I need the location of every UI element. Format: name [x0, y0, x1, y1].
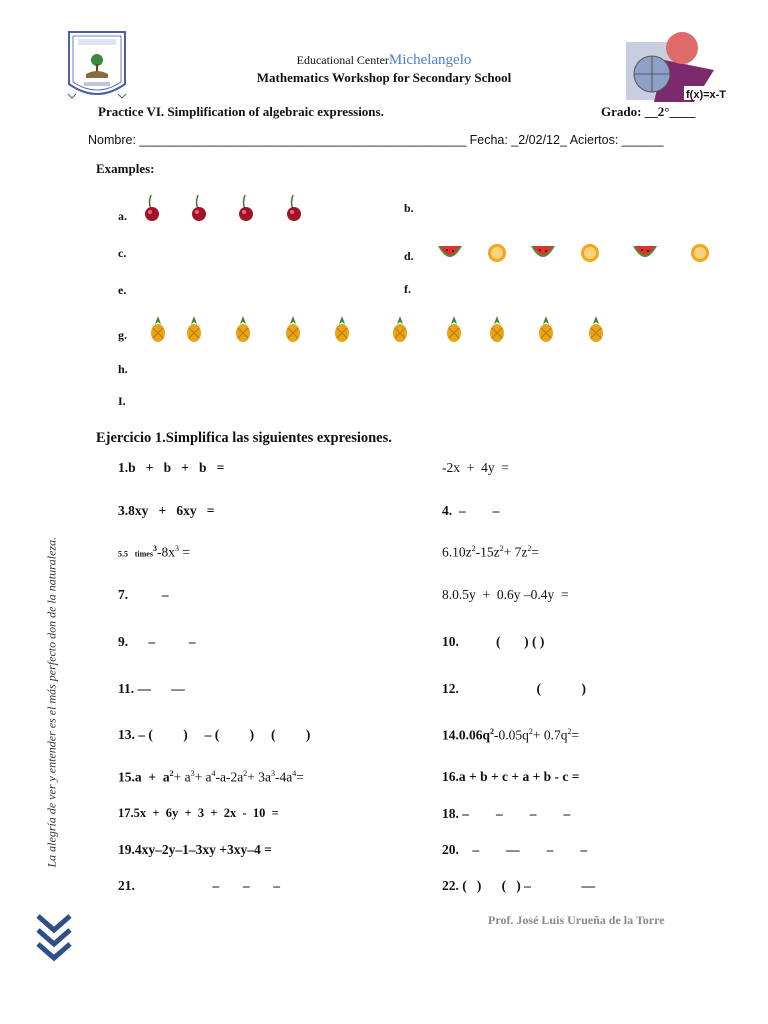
exercise-item-6	[442, 544, 539, 561]
exercise-item-4: 4. – –	[442, 503, 500, 518]
item-14-exp-a: 2	[490, 727, 495, 736]
center-prefix: Educational Center	[296, 53, 389, 67]
exercise-item-21: 21. – – –	[118, 878, 280, 893]
student-info-line[interactable]: Nombre: _______________________________________________ Fecha: _2/02/12_ Aciertos: ______	[88, 133, 664, 147]
item-14-exp-c: 2	[567, 727, 572, 736]
side-quote: La alegría de ver y entender es el más perfecto don de la naturaleza.	[44, 536, 59, 868]
teacher-credit: Prof. José Luis Urueña de la Torre	[488, 913, 665, 927]
item-15-f: -4a	[275, 769, 293, 785]
chevron-down-icon	[36, 912, 72, 962]
math-globe-icon	[624, 30, 727, 102]
pineapple-icon	[445, 316, 463, 342]
item-5-times: times	[134, 549, 153, 559]
grado-field[interactable]: Grado: __2°____	[601, 104, 696, 119]
example-label-i: I.	[118, 394, 126, 408]
item-14-c: + 0.7q	[532, 727, 568, 743]
item-6-exp-b: 2	[499, 544, 504, 553]
exercise-item-7: 7. –	[118, 587, 169, 602]
pineapple-icon	[149, 316, 167, 342]
exercise-item-10: 10. ( ) ( )	[442, 634, 545, 649]
item-5-exp2: 3	[174, 544, 179, 553]
exercise-item-12: 12. ( )	[442, 681, 586, 696]
exercise-item-13: 13. – ( ) – ( ) ( )	[118, 727, 311, 742]
watermelon-icon	[530, 242, 556, 262]
cherry-icon	[189, 193, 209, 221]
pineapple-icon	[333, 316, 351, 342]
pineapple-icon	[284, 316, 302, 342]
orange-slice-icon	[690, 243, 710, 263]
item-14-exp-b: 2	[528, 727, 533, 736]
item-14-d: =	[571, 727, 580, 743]
exercise-title: Ejercicio 1.Simplifica las siguientes expresiones.	[96, 430, 392, 446]
item-14-a: 14.0.06q	[442, 727, 491, 743]
exercise-item-8: 8.0.5y + 0.6y –0.4y =	[442, 587, 569, 602]
example-label-e: e.	[118, 283, 127, 297]
pineapple-icon	[488, 316, 506, 342]
practice-title: Practice VI. Simplification of algebraic expressions.	[98, 104, 384, 119]
item-5-number: 5.5	[118, 549, 128, 559]
orange-slice-icon	[487, 243, 507, 263]
watermelon-icon	[632, 242, 658, 262]
example-label-b: b.	[404, 201, 414, 215]
item-14-b: -0.05q	[494, 727, 529, 743]
cherry-icon	[142, 193, 162, 221]
exercise-item-19: 19.4xy–2y–1–3xy +3xy–4 =	[118, 842, 272, 857]
exercise-item-16: 16.a + b + c + a + b - c =	[442, 769, 580, 784]
exercise-item-5	[118, 544, 190, 561]
item-15-a: 15.a + a	[118, 769, 170, 785]
exercise-item-1: 1.b + b + b =	[118, 460, 225, 475]
cherry-icon	[284, 193, 304, 221]
item-15-exp-a: 2	[169, 769, 174, 778]
item-6-b: -15z	[475, 544, 500, 560]
example-label-c: c.	[118, 246, 127, 260]
exercise-item-20: 20. – — – –	[442, 842, 588, 857]
item-5-eq: =	[178, 544, 190, 560]
exercise-item-15	[118, 769, 304, 786]
item-15-exp-f: 4	[292, 769, 297, 778]
watermelon-icon	[437, 242, 463, 262]
pineapple-icon	[185, 316, 203, 342]
globe-formula: f(x)=x-T	[686, 89, 727, 101]
orange-slice-icon	[580, 243, 600, 263]
item-15-exp-e: 3	[271, 769, 276, 778]
item-15-e: + 3a	[247, 769, 272, 785]
item-15-b: + a	[173, 769, 191, 785]
exercise-item-14	[442, 727, 579, 744]
exercise-item-17: 17.5x + 6y + 3 + 2x - 10 =	[118, 806, 279, 820]
item-5-exp: 3	[152, 544, 157, 553]
item-6-exp-c: 2	[527, 544, 532, 553]
item-15-c: + a	[194, 769, 212, 785]
exercise-item-22: 22. ( ) ( ) – —	[442, 878, 595, 893]
item-15-g: =	[296, 769, 304, 785]
item-6-exp-a: 2	[471, 544, 476, 553]
exercise-item-3: 3.8xy + 6xy =	[118, 503, 215, 518]
cherry-icon	[236, 193, 256, 221]
example-label-f: f.	[404, 282, 411, 296]
exercise-item-2: -2x + 4y =	[442, 460, 509, 475]
item-15-exp-b: 3	[190, 769, 195, 778]
examples-heading: Examples:	[96, 161, 155, 176]
example-label-d: d.	[404, 249, 414, 263]
pineapple-icon	[587, 316, 605, 342]
pineapple-icon	[537, 316, 555, 342]
item-6-a: 6.10z	[442, 544, 472, 560]
item-15-exp-c: 4	[211, 769, 216, 778]
item-6-c: + 7z	[503, 544, 528, 560]
item-15-d: -a-2a	[215, 769, 244, 785]
exercise-item-18: 18. – – – –	[442, 806, 571, 821]
exercise-item-9: 9. – –	[118, 634, 196, 649]
example-label-h: h.	[118, 362, 128, 376]
example-label-a: a.	[118, 209, 127, 223]
center-name: Michelangelo	[388, 52, 472, 68]
item-5-term: -8x	[156, 544, 175, 560]
example-label-g: g.	[118, 328, 127, 342]
pineapple-icon	[234, 316, 252, 342]
item-15-exp-d: 2	[243, 769, 248, 778]
workshop-subtitle: Mathematics Workshop for Secondary School	[256, 70, 512, 85]
exercise-item-11: 11. — —	[118, 681, 185, 696]
pineapple-icon	[391, 316, 409, 342]
item-6-d: =	[531, 544, 539, 560]
